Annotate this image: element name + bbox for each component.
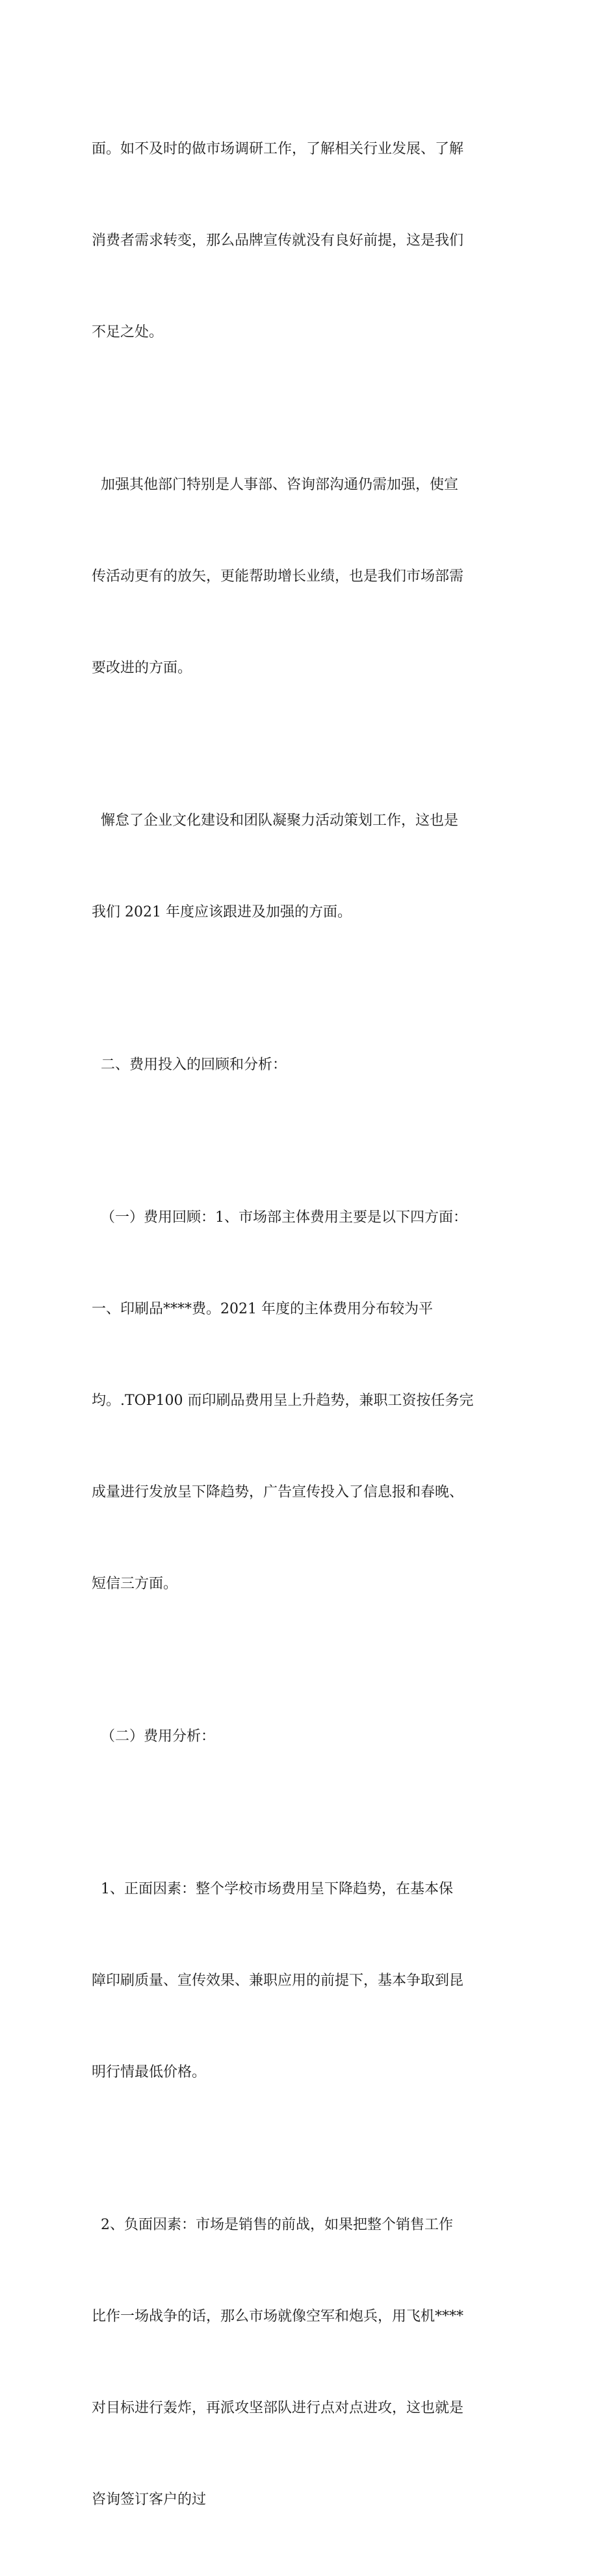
paragraph-department-communication xyxy=(92,409,511,744)
text-line: 明行情最低价格。 xyxy=(92,2064,207,2080)
text-line: 2、负面因素：市场是销售的前战，如果把整个销售工作 xyxy=(92,2217,453,2233)
text-line: 短信三方面。 xyxy=(92,1576,178,1592)
text-line: 障印刷质量、宣传效果、兼职应用的前提下，基本争取到昆 xyxy=(92,1973,464,1989)
text-line: 面。如不及时的做市场调研工作，了解相关行业发展、了解 xyxy=(92,141,464,157)
text-line: 懈怠了企业文化建设和团队凝聚力活动策划工作，这也是 xyxy=(92,813,459,829)
paragraph-positive-factors xyxy=(92,1813,511,2149)
text-line: 要改进的方面。 xyxy=(92,660,192,676)
heading-line: 二、费用投入的回顾和分析： xyxy=(92,1057,287,1073)
paragraph-negative-factors xyxy=(92,2149,511,2576)
paragraph-cost-review xyxy=(92,1141,511,1660)
document-body xyxy=(92,73,511,2576)
text-line: 一、印刷品****费。2021 年度的主体费用分布较为平 xyxy=(92,1301,433,1317)
text-line: 均。.TOP100 而印刷品费用呈上升趋势，兼职工资按任务完 xyxy=(92,1393,474,1409)
heading-line: （二）费用分析： xyxy=(92,1728,216,1745)
text-line: 比作一场战争的话，那么市场就像空军和炮兵，用飞机**** xyxy=(92,2308,464,2325)
text-line: 消费者需求转变，那么品牌宣传就没有良好前提，这是我们 xyxy=(92,233,464,249)
text-line: 1、正面因素：整个学校市场费用呈下降趋势，在基本保 xyxy=(92,1881,453,1897)
subheading-cost-analysis xyxy=(92,1660,511,1813)
text-line: 我们 2021 年度应该跟进及加强的方面。 xyxy=(92,904,352,920)
paragraph-brand-research xyxy=(92,73,511,409)
text-line: 对目标进行轰炸，再派攻坚部队进行点对点进攻，这也就是 xyxy=(92,2400,464,2416)
section-heading-cost-review xyxy=(92,989,511,1141)
text-line: （一）费用回顾：1、市场部主体费用主要是以下四方面： xyxy=(92,1209,467,1226)
text-line: 加强其他部门特别是人事部、咨询部沟通仍需加强，使宣 xyxy=(92,477,459,493)
text-line: 传活动更有的放矢，更能帮助增长业绩，也是我们市场部需 xyxy=(92,568,464,585)
text-line: 成量进行发放呈下降趋势，广告宣传投入了信息报和春晚、 xyxy=(92,1484,464,1500)
text-line: 不足之处。 xyxy=(92,324,164,340)
text-line: 咨询签订客户的过 xyxy=(92,2492,207,2508)
paragraph-corporate-culture xyxy=(92,744,511,989)
